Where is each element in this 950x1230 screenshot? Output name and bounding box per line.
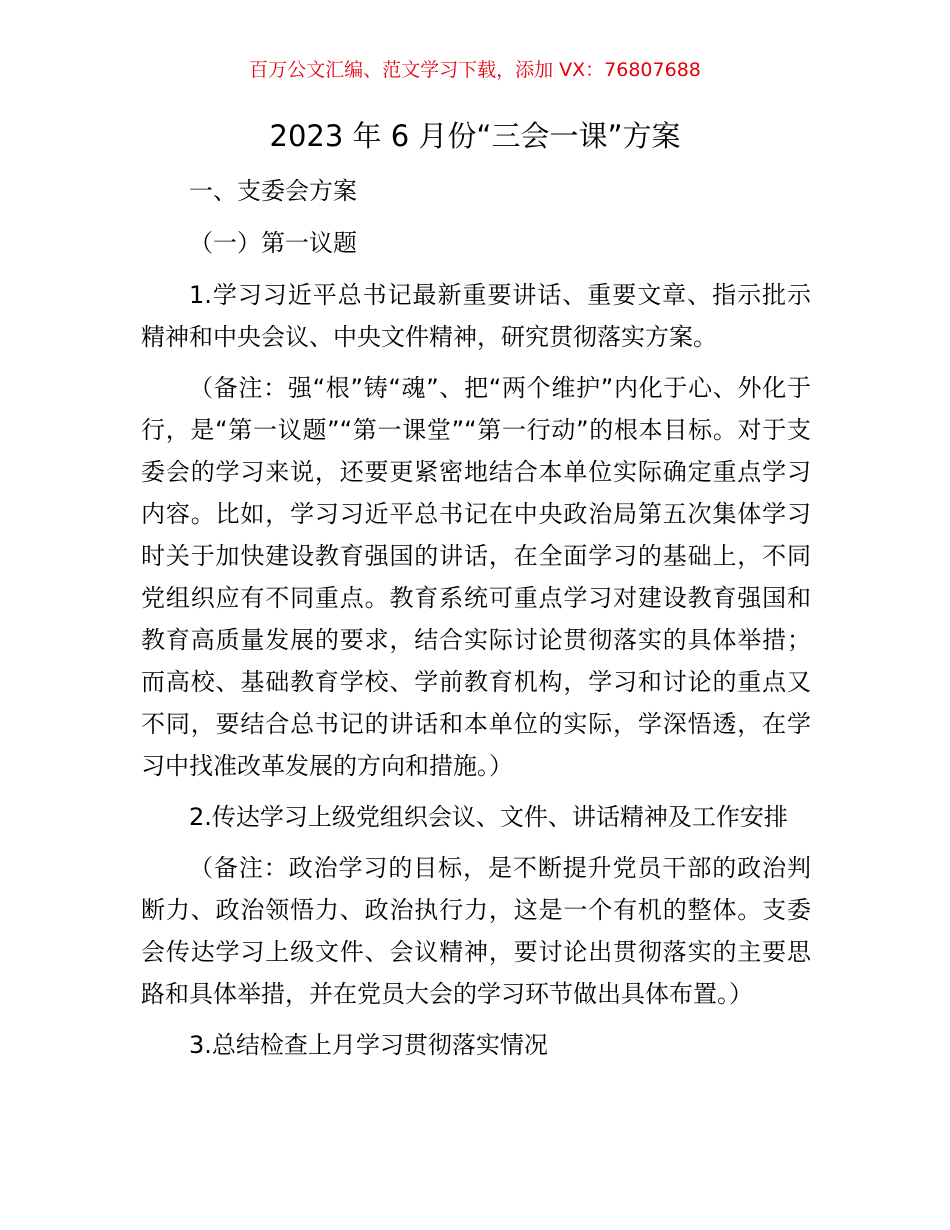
header-notice: 百万公文汇编、范文学习下载，添加 VX：76807688 [249, 59, 701, 81]
agenda-item-3: 3.总结检查上月学习贯彻落实情况 [189, 1031, 548, 1059]
document-title: 2023 年 6 月份“三会一课”方案 [269, 119, 681, 153]
agenda-item-1: 1.学习习近平总书记最新重要讲话、重要文章、指示批示精神和中央会议、中央文件精神，研究贯彻落实方案。 [141, 281, 811, 351]
subsection-heading: （一）第一议题 [189, 229, 357, 257]
section-heading: 一、支委会方案 [189, 177, 357, 205]
note-paragraph: （备注：政治学习的目标，是不断提升党员干部的政治判断力、政治领悟力、政治执行力，这是一个有机的整体。支委会传达学习上级文件、会议精神，要讨论出贯彻落实的主要思路和具体举措，并在党员大会的学习环节做出具体布置。） [141, 854, 811, 1008]
note-paragraph: （备注：强“根”铸“魂”、把“两个维护”内化于心、外化于行，是“第一议题”“第一课堂”“第一行动”的根本目标。对于支委会的学习来说，还要更紧密地结合本单位实际确定重点学习内容。比如，学习习近平总书记在中央政治局第五次集体学习时关于加快建设教育强国的讲话，在全面学习的基础上，不同党组织应有不同重点。教育系统可重点学习对建设教育强国和教育高质量发展的要求，结合实际讨论贯彻落实的具体举措；而高校、基础教育学校、学前教育机构，学习和讨论的重点又不同，要结合总书记的讲话和本单位的实际，学深悟透，在学习中找准改革发展的方向和措施。） [141, 374, 811, 780]
document-body [141, 170, 811, 1075]
agenda-item-2: 2.传达学习上级党组织会议、文件、讲话精神及工作安排 [189, 803, 788, 831]
